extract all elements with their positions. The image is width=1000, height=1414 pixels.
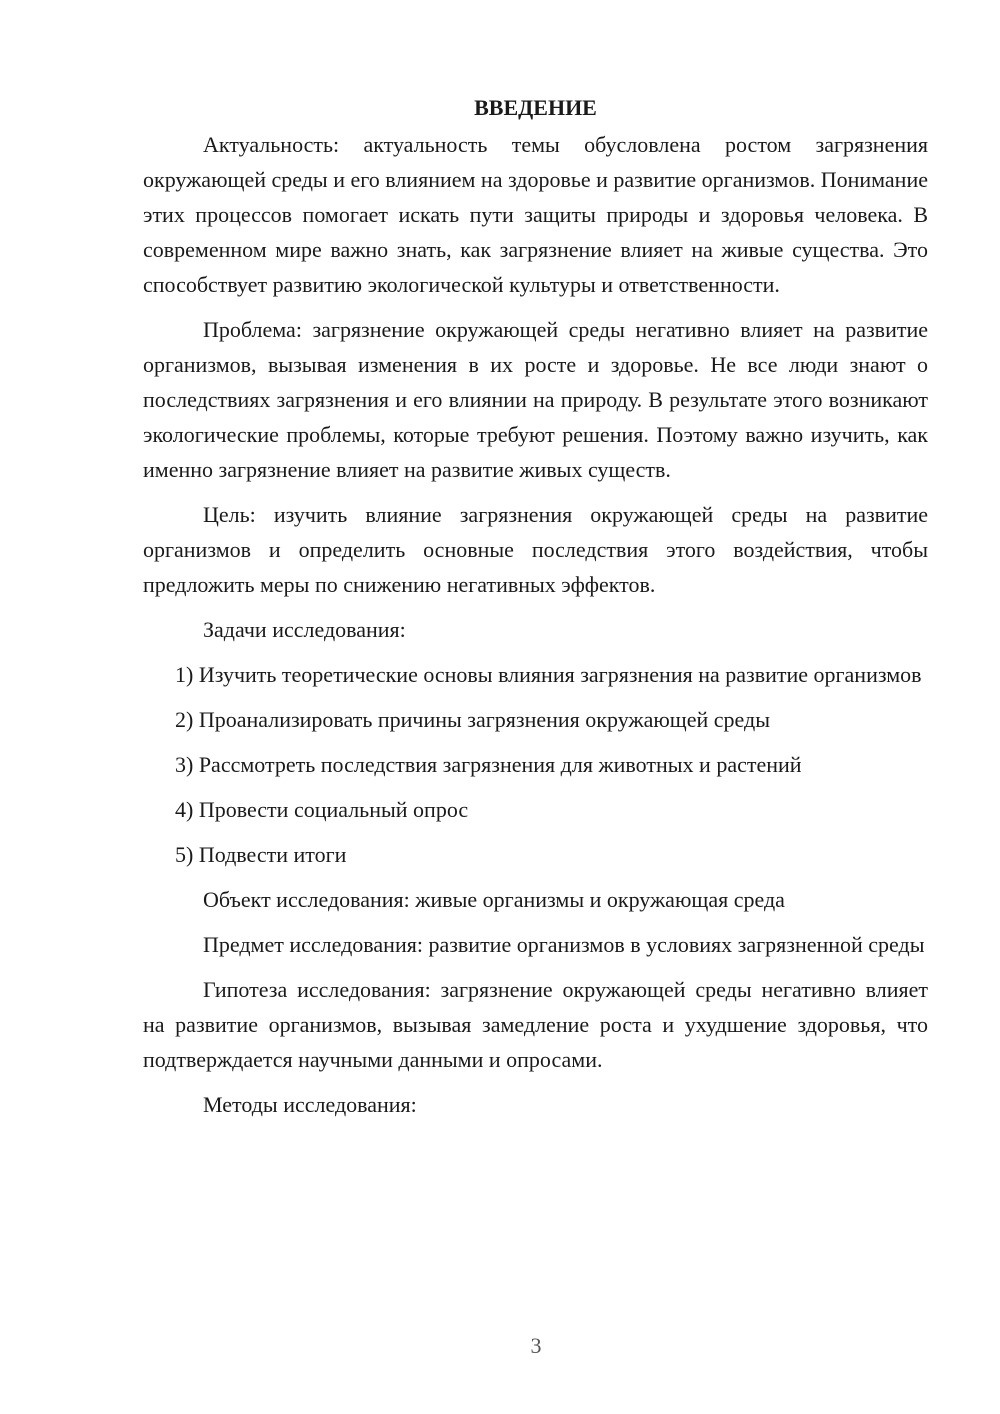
problem-paragraph: Проблема: загрязнение окружающей среды негативно влияет на развитие организмов, вызывая изменения в их росте и здоровье. Не все люди знают о последствиях загрязнения и его влиянии на природу. В результате этого возникают экологические проблемы, которые требуют решения. Поэтому важно изучить, как именно загрязнение влияет на развитие живых существ. <box>143 317 928 482</box>
task-item-3: 3) Рассмотреть последствия загрязнения для животных и растений <box>175 752 802 777</box>
object-paragraph: Объект исследования: живые организмы и окружающая среда <box>203 887 785 912</box>
task-item-2: 2) Проанализировать причины загрязнения окружающей среды <box>175 707 770 732</box>
task-item-5: 5) Подвести итоги <box>175 842 347 867</box>
subject-paragraph: Предмет исследования: развитие организмов в условиях загрязненной среды <box>203 932 925 957</box>
goal-paragraph: Цель: изучить влияние загрязнения окружающей среды на развитие организмов и определить основные последствия этого воздействия, чтобы предложить меры по снижению негативных эффектов. <box>143 502 928 597</box>
page-number: 3 <box>530 1333 542 1358</box>
tasks-heading: Задачи исследования: <box>203 617 406 642</box>
task-item-4: 4) Провести социальный опрос <box>175 797 469 822</box>
document-page <box>143 90 928 1132</box>
task-item-1: 1) Изучить теоретические основы влияния загрязнения на развитие организмов <box>175 662 922 687</box>
methods-heading: Методы исследования: <box>203 1092 417 1117</box>
tasks-list <box>143 657 928 872</box>
hypothesis-paragraph: Гипотеза исследования: загрязнение окружающей среды негативно влияет на развитие организмов, вызывая замедление роста и ухудшение здоровья, что подтверждается научными данными и опросами. <box>143 977 928 1072</box>
relevance-paragraph: Актуальность: актуальность темы обусловлена ростом загрязнения окружающей среды и его влиянием на здоровье и развитие организмов. Понимание этих процессов помогает искать пути защиты природы и здоровья человека. В современном мире важно знать, как загрязнение влияет на живые существа. Это способствует развитию экологической культуры и ответственности. <box>143 132 928 297</box>
section-title: ВВЕДЕНИЕ <box>474 95 597 120</box>
